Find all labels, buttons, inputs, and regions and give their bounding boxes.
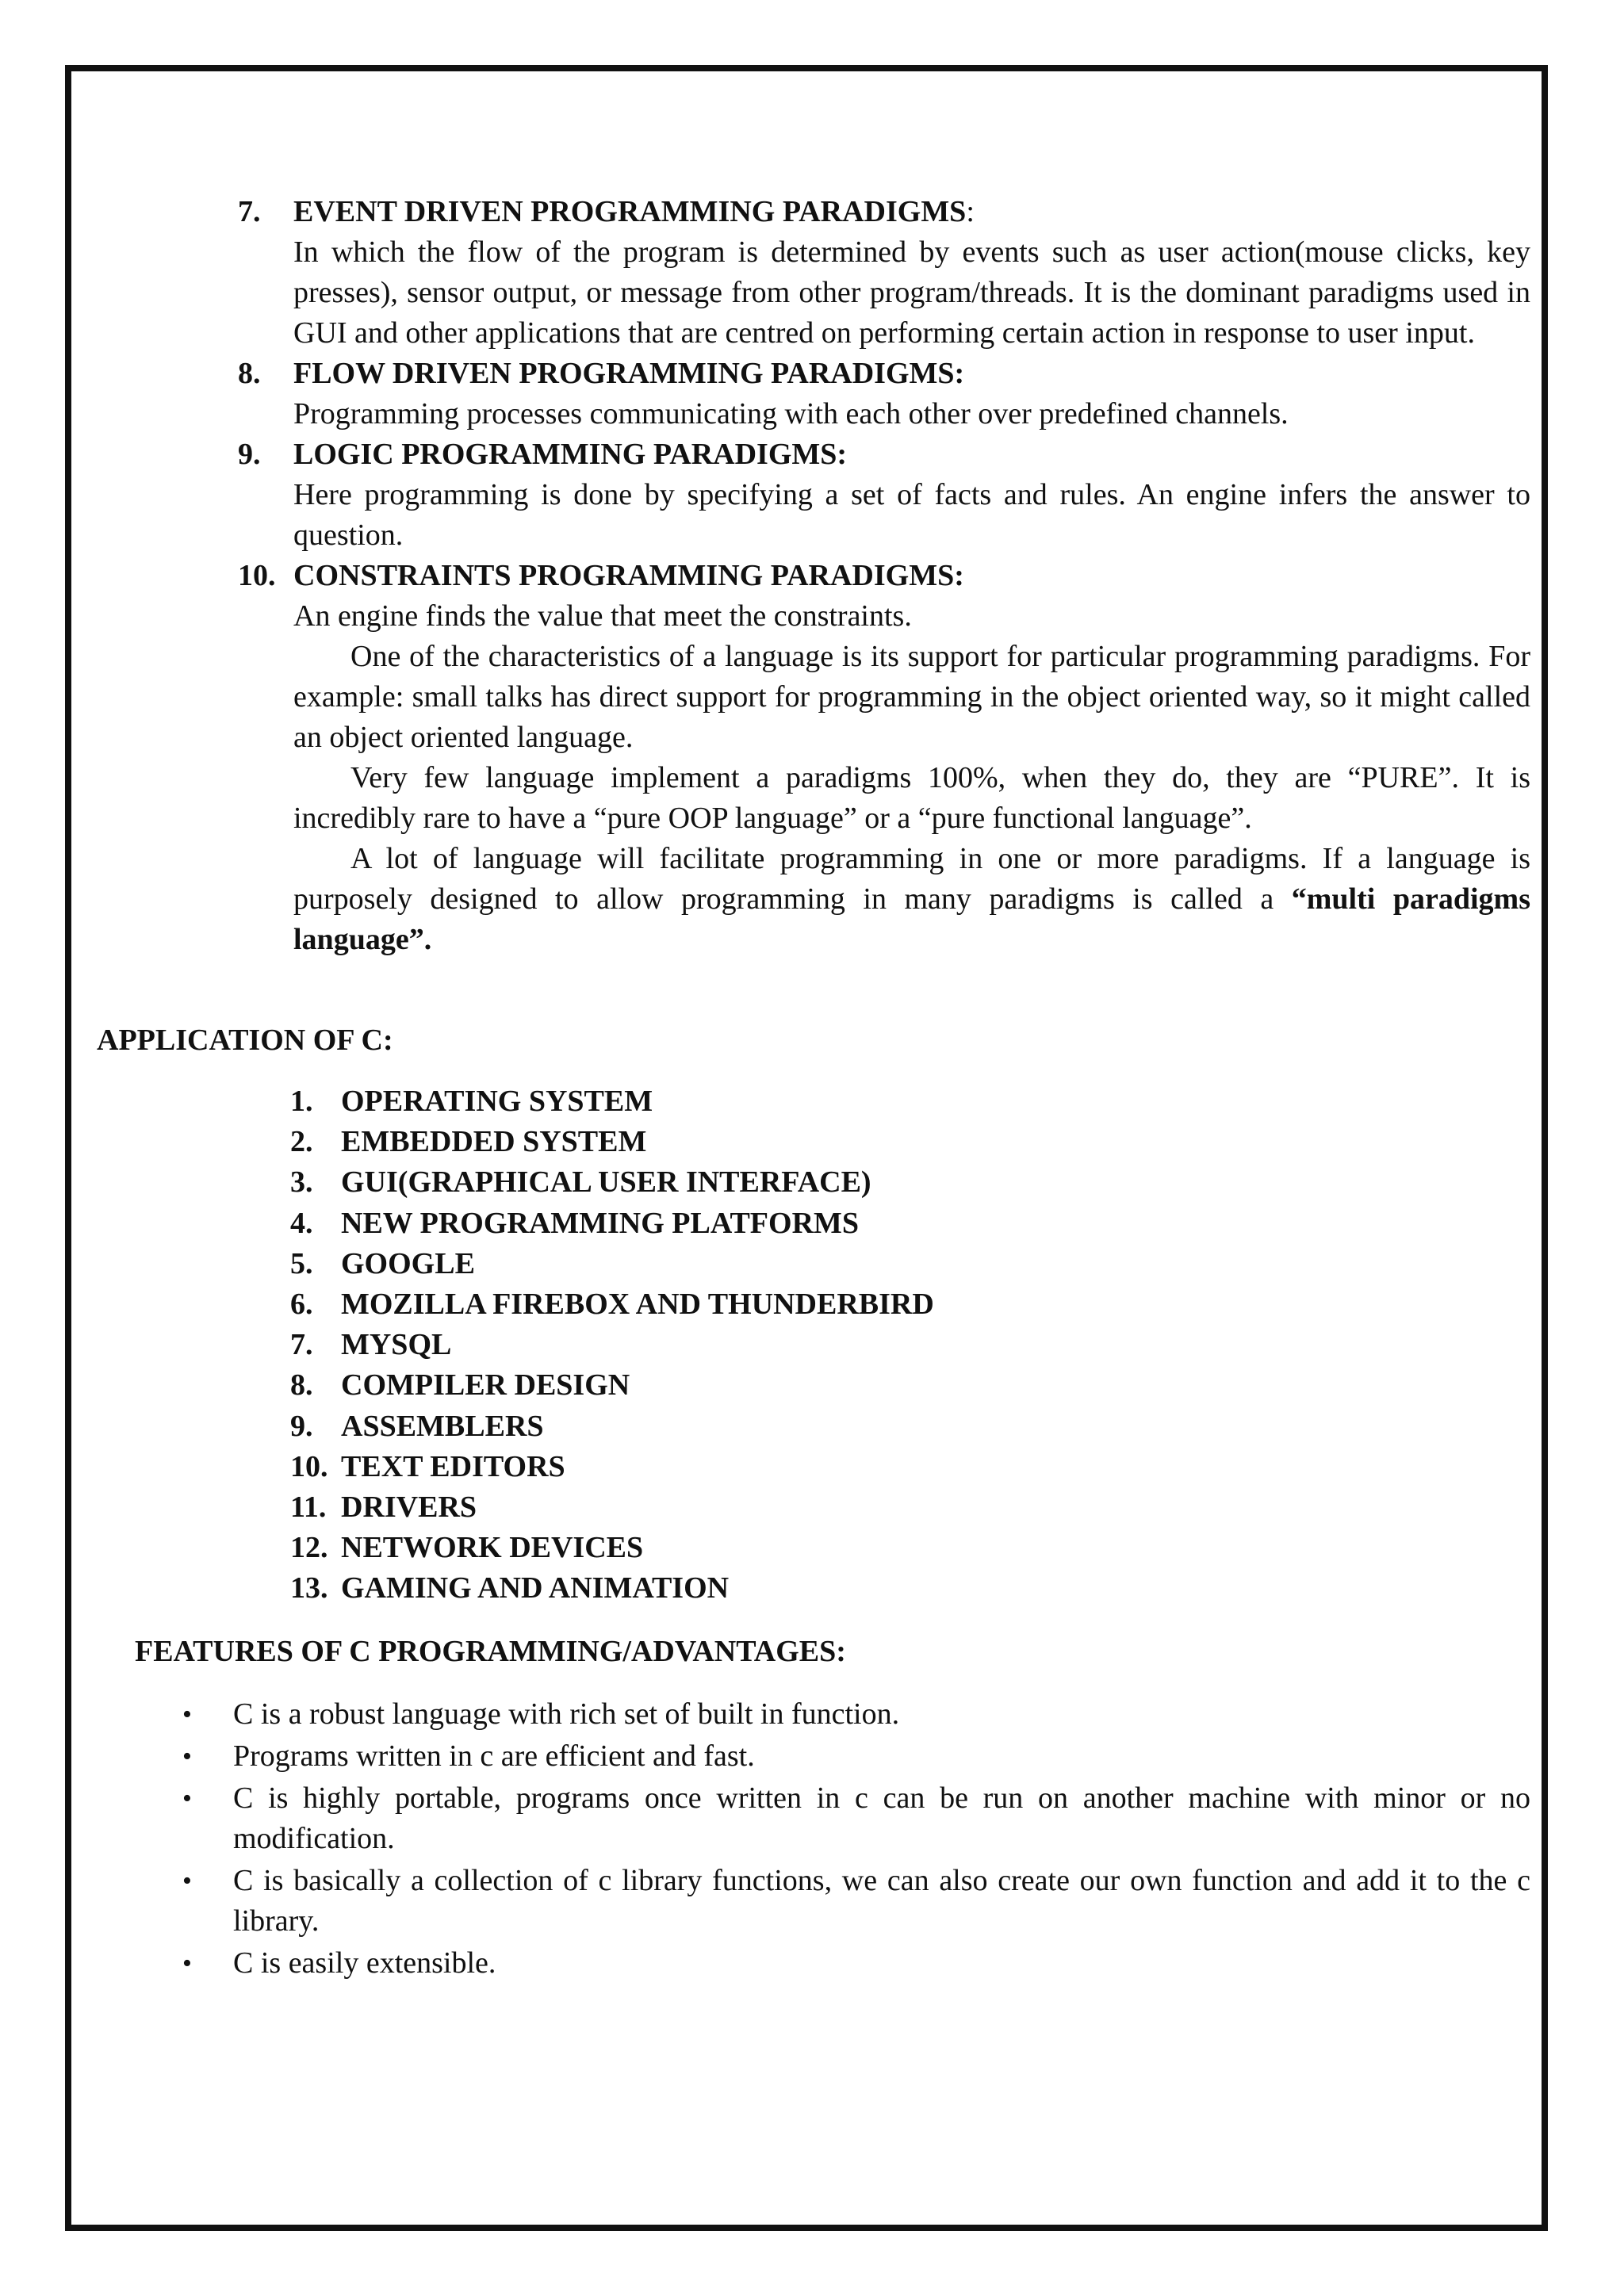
application-label: NEW PROGRAMMING PLATFORMS — [341, 1206, 860, 1240]
paradigm-item — [238, 354, 1530, 434]
paragraph-bold-text: “multi paradigms language”. — [293, 882, 1530, 956]
application-item — [290, 1325, 934, 1365]
application-number: 7. — [290, 1328, 313, 1362]
application-number: 13. — [290, 1571, 328, 1605]
feature-text: C is easily extensible. — [233, 1946, 496, 1980]
feature-text: C is basically a collection of c library functions, we can also create our own function and add it to the c library. — [233, 1864, 1530, 1938]
application-item — [290, 1081, 934, 1122]
paradigm-description: Here programming is done by specifying a set of facts and rules. An engine infers the answer to question. — [293, 478, 1530, 552]
application-item — [290, 1365, 934, 1406]
application-item — [290, 1406, 934, 1447]
body-paragraph: Very few language implement a paradigms 100%, when they do, they are “PURE”. It is incredibly rare to have a “pure OOP language” or a “pure functional language”. — [293, 761, 1530, 835]
paradigms-list — [238, 192, 1530, 960]
application-item — [290, 1447, 934, 1487]
feature-text: Programs written in c are efficient and fast. — [233, 1739, 755, 1773]
bullet-icon: • — [182, 1700, 192, 1729]
application-number: 1. — [290, 1085, 313, 1118]
paradigm-number: 7. — [238, 195, 261, 228]
feature-item — [179, 1861, 1530, 1942]
paradigm-title: LOGIC PROGRAMMING PARADIGMS: — [293, 438, 848, 471]
application-number: 9. — [290, 1409, 313, 1443]
application-heading: APPLICATION OF C: — [97, 1024, 393, 1057]
application-number: 5. — [290, 1246, 313, 1280]
features-heading: FEATURES OF C PROGRAMMING/ADVANTAGES: — [135, 1635, 846, 1668]
application-label: NETWORK DEVICES — [341, 1531, 644, 1565]
paradigm-title-colon: : — [966, 195, 975, 228]
paragraph-text: A lot of language will facilitate programming in one or more paradigms. If a language is purposely designed to allow programming in many paradigms is called a — [293, 842, 1530, 916]
application-number: 8. — [290, 1368, 313, 1402]
application-item — [290, 1284, 934, 1325]
feature-item — [179, 1778, 1530, 1859]
paradigm-item — [238, 192, 1530, 354]
application-item — [290, 1528, 934, 1568]
paradigm-title — [293, 192, 1530, 232]
application-list — [290, 1081, 934, 1609]
paradigm-number: 9. — [238, 438, 261, 471]
application-number: 3. — [290, 1165, 313, 1200]
bullet-icon: • — [182, 1866, 192, 1896]
application-label: MOZILLA FIREBOX AND THUNDERBIRD — [341, 1288, 934, 1322]
application-label: ASSEMBLERS — [341, 1409, 544, 1443]
application-label: GAMING AND ANIMATION — [341, 1571, 730, 1605]
feature-item — [179, 1736, 1530, 1777]
application-label: MYSQL — [341, 1328, 452, 1362]
features-list — [179, 1694, 1530, 1985]
feature-item — [179, 1943, 1530, 1984]
application-label: DRIVERS — [341, 1490, 477, 1525]
application-number: 10. — [290, 1449, 328, 1483]
application-item — [290, 1244, 934, 1284]
application-item — [290, 1203, 934, 1244]
application-number: 12. — [290, 1531, 328, 1565]
application-item — [290, 1487, 934, 1528]
application-number: 11. — [290, 1490, 327, 1525]
paradigm-description: An engine finds the value that meet the constraints. — [293, 599, 912, 633]
bullet-icon: • — [182, 1784, 192, 1813]
paradigm-title: CONSTRAINTS PROGRAMMING PARADIGMS: — [293, 559, 964, 592]
paradigm-description: In which the flow of the program is determined by events such as user action(mouse clicks, key presses), sensor output, or message from other program/threads. It is the dominant paradigms used in GUI and other applications that are centred on performing certain action in response to user input. — [293, 235, 1530, 350]
feature-text: C is highly portable, programs once written in c can be run on another machine with minor or no modification. — [233, 1781, 1530, 1855]
bullet-icon: • — [182, 1949, 192, 1978]
application-item — [290, 1162, 934, 1203]
bullet-icon: • — [182, 1742, 192, 1771]
application-item — [290, 1568, 934, 1609]
paradigm-item — [238, 556, 1530, 637]
application-label: GUI(GRAPHICAL USER INTERFACE) — [341, 1165, 871, 1200]
paradigm-title: FLOW DRIVEN PROGRAMMING PARADIGMS: — [293, 357, 965, 390]
application-label: OPERATING SYSTEM — [341, 1085, 653, 1118]
feature-item — [179, 1694, 1530, 1735]
paradigm-item — [238, 434, 1530, 556]
application-item — [290, 1122, 934, 1162]
application-label: COMPILER DESIGN — [341, 1368, 630, 1402]
application-label: EMBEDDED SYSTEM — [341, 1125, 647, 1159]
body-paragraph: One of the characteristics of a language is its support for particular programming paradigms. For example: small talks has direct support for programming in the object oriented way, so it might called an object oriented language. — [293, 640, 1530, 754]
application-number: 4. — [290, 1206, 313, 1240]
paradigm-description: Programming processes communicating with each other over predefined channels. — [293, 397, 1289, 430]
application-label: TEXT EDITORS — [341, 1449, 565, 1483]
application-number: 6. — [290, 1288, 313, 1322]
application-number: 2. — [290, 1125, 313, 1159]
feature-text: C is a robust language with rich set of built in function. — [233, 1697, 900, 1731]
application-label: GOOGLE — [341, 1246, 475, 1280]
paradigm-number: 8. — [238, 357, 261, 390]
paradigm-title-text: EVENT DRIVEN PROGRAMMING PARADIGMS — [293, 195, 967, 228]
paradigm-number: 10. — [238, 559, 276, 592]
body-paragraph — [238, 839, 1530, 960]
